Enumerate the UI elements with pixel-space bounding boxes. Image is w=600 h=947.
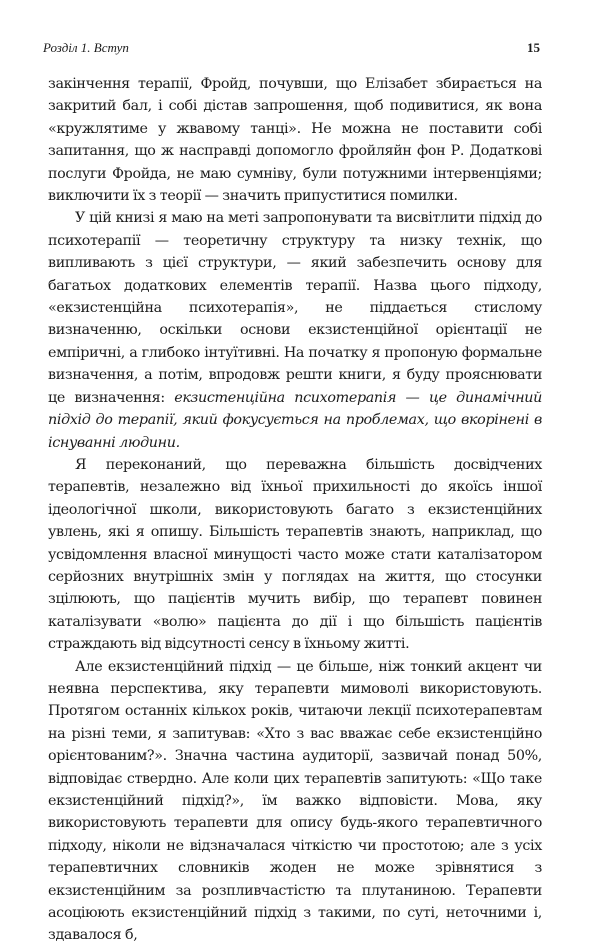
definition-emphasis: екзистенційна психотерапія — це динамічний підхід до терапії, який фокусується на проблемах, що вкорінені в існуванні людини. — [48, 389, 542, 451]
page-header — [43, 40, 540, 58]
running-title: Розділ 1. Вступ — [43, 40, 129, 55]
paragraph-1: закінчення терапії, Фройд, почувши, що Елізабет збирається на закритий бал, і собі дістав запрошення, щоб подивитися, як вона «кружлятиме у жвавому танці». Не можна не поставити собі запитання, що ж насправді допомогло фройляйн фон Р. Додаткові послуги Фройда, не маю сумніву, були потужними інтервенціями; виключити їх з теорії — значить припуститися помилки. — [48, 76, 542, 205]
page-number: 15 — [527, 40, 540, 55]
paragraph-4: Але екзистенційний підхід — це більше, ніж тонкий акцент чи неявна перспектива, яку терапевти мимоволі використовують. Протягом останніх кількох років, читаючи лекції психотерапевтам на різні теми, я запитував: «Хто з вас вважає себе екзистенційно орієнтованим?». Значна частина аудиторії, зазвичай понад 50%, відповідає ствердно. Але коли цих терапевтів запитують: «Що таке екзистенційний підхід?», їм важко відповісти. Мова, яку використовують терапевти для опису будь-якого терапевтичного підходу, ніколи не відзначалася чіткістю чи простотою; але з усіх терапевтичних словників жоден не може зрівнятися з екзистенційним за розпливчастістю та плутаниною. Терапевти асоціюють екзистенційний підхід з такими, по суті, неточними і, здавалося б, — [48, 658, 542, 944]
paragraph-2 — [48, 207, 542, 453]
body-text — [48, 73, 542, 947]
paragraph-3: Я переконаний, що переважна більшість досвідчених терапевтів, незалежно від їхньої прихильності до якоїсь іншої ідеологічної школи, використовують багато з екзистенційних увлень, які я опишу. Більшість терапевтів знають, наприклад, що усвідомлення власної минущості часто може стати каталізатором серйозних внутрішніх змін у поглядах на життя, що стосунки зцілюють, що пацієнтів мучить вибір, що терапевт повинен каталізувати «волю» пацієнта до дії і що більшість пацієнтів страждають від відсутності сенсу в їхньому житті. — [48, 456, 542, 653]
paragraph-2-text: У цій книзі я маю на меті запропонувати та висвітлити підхід до психотерапії — теоретичну структуру та низку технік, що випливають з цієї структури, — який забезпечить основу для багатьох додаткових елементів терапії. Назва цього підходу, «екзистенційна психотерапія», не піддається стислому визначенню, оскільки основи екзистенційної орієнтації не емпіричні, а глибоко інтуїтивні. На початку я пропоную формальне визначення, а потім, впродовж решти книги, я буду прояснювати це визначення: — [48, 210, 542, 406]
